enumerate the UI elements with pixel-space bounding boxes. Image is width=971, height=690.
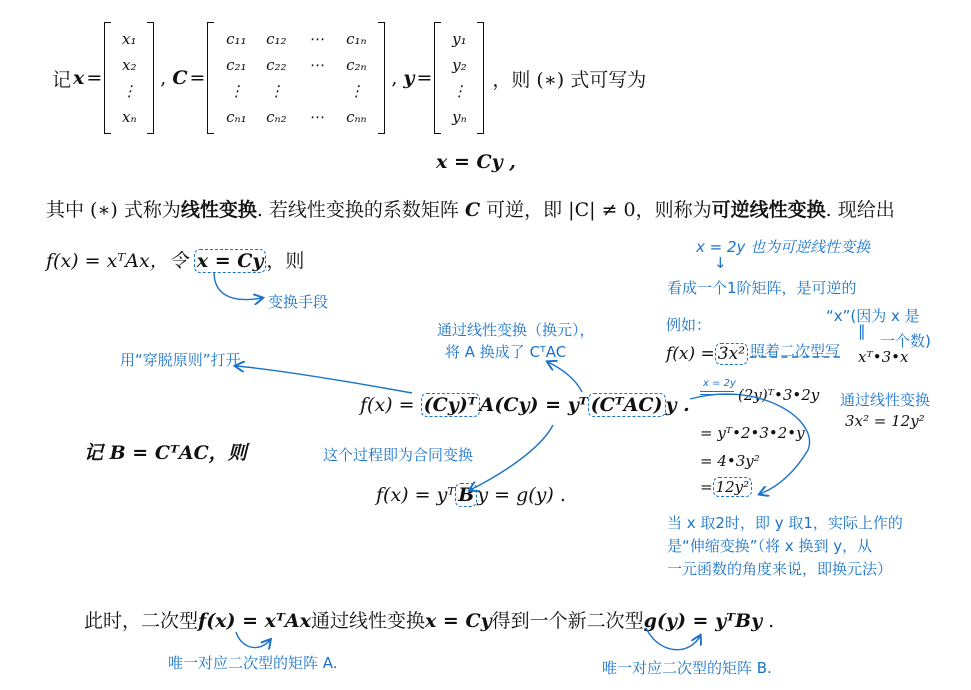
main-equation <box>360 394 690 416</box>
main-mid: A(Cy) = yᵀ <box>479 394 588 416</box>
final-p2: 通过线性变换 <box>310 610 425 632</box>
c-matrix-entry: c₂ₙ <box>346 56 367 74</box>
y-name: y <box>403 67 415 89</box>
paragraph-part1: 其中 (∗) 式称为 <box>46 199 181 221</box>
eq-b-tail: y = g(y) . <box>477 484 566 506</box>
boxed-12y2: 12y² <box>713 477 753 497</box>
boxed-b: B <box>455 483 477 507</box>
note-via-lt: 通过线性变换 <box>840 391 931 409</box>
note-when3: 一元函数的角度来说，即换元法） <box>667 560 893 578</box>
eq-sign: = <box>86 67 103 89</box>
term-linear-transform: 线性变换 <box>180 199 257 221</box>
line-f <box>46 246 304 273</box>
ex-double-line <box>700 391 734 395</box>
eq-b <box>376 484 566 506</box>
x-vector <box>104 22 154 134</box>
y-vector-entry: y₂ <box>452 56 467 74</box>
paragraph-part2: . 若线性变换的系数矩阵 <box>256 199 465 221</box>
note-x-quote: “x”(因为 x 是 <box>826 307 920 325</box>
c-matrix-entry: ⋯ <box>308 56 324 74</box>
eq-sign: = <box>416 67 433 89</box>
note-peel-open: 用“穿脱原则”打开 <box>120 351 241 369</box>
note-change-ac2: 将 A 换成了 CᵀAC <box>445 343 567 361</box>
note-x2y: x = 2y 也为可逆线性变换 <box>696 238 871 256</box>
final-p4: . <box>762 610 775 632</box>
c-matrix-entry: c₂₂ <box>266 56 287 74</box>
note-parallel: ‖ <box>858 322 866 340</box>
ex-result: 3x² = 12y² <box>845 412 925 430</box>
ex-over-eq: x = 2y <box>703 378 736 389</box>
note-unique-b: 唯一对应二次型的矩阵 B. <box>602 659 772 677</box>
final-f: f(x) = xᵀAx <box>198 610 311 632</box>
c-matrix <box>207 22 385 134</box>
x-vector-entry: x₂ <box>122 56 137 74</box>
intro-line <box>52 16 646 140</box>
arrow-unique-a <box>236 632 270 648</box>
boxed-cy-t: (Cy)ᵀ <box>421 393 480 417</box>
x-vector-entry: x₁ <box>122 30 137 48</box>
final-xcy: x = Cy <box>424 610 492 632</box>
eq-b-lhs: f(x) = yᵀ <box>376 484 456 506</box>
note-change-ac: 通过线性变换（换元）， <box>437 321 595 339</box>
c-symbol: C <box>464 199 481 221</box>
comma: , <box>391 67 398 89</box>
note-when2: 是“伸缩变换”（将 x 换到 y，从 <box>667 537 873 555</box>
c-matrix-entry: cₙ₂ <box>266 108 287 126</box>
c-matrix-entry: c₁ₙ <box>346 30 367 48</box>
note-transform-means: 变换手段 <box>268 293 329 311</box>
c-matrix-entry: c₁₁ <box>226 30 247 48</box>
c-matrix-entry: c₁₂ <box>266 30 287 48</box>
arrow-change-ac <box>548 362 582 392</box>
eq-xcy: x = Cy , <box>436 151 516 173</box>
def-b: 记 B = CᵀAC，则 <box>84 442 247 464</box>
c-name: C <box>172 67 188 89</box>
y-vector-entry: yₙ <box>452 108 467 126</box>
final-p3: 得到一个新二次型 <box>491 610 644 632</box>
paragraph-part4: . 现给出 <box>825 199 895 221</box>
ex-fx-lhs: f(x) = <box>666 344 715 364</box>
line-f-tail: ，则 <box>266 250 305 272</box>
arrow-transform-means <box>214 272 262 300</box>
arrow-peel-open <box>236 366 412 393</box>
y-vector <box>434 22 484 134</box>
ex-step1: (2y)ᵀ•3•2y <box>738 386 820 404</box>
final-p1: 此时，二次型 <box>84 610 199 632</box>
ex-step4 <box>700 478 752 496</box>
c-matrix-entry: ⋯ <box>308 108 324 126</box>
note-follow-write: 照着二次型写 <box>750 342 841 360</box>
c-matrix-entry: cₙ₁ <box>226 108 247 126</box>
c-matrix-entry: ⋮ <box>268 82 284 100</box>
main-tail: y . <box>665 394 690 416</box>
f-def: f(x) = xᵀAx，令 <box>46 250 188 272</box>
term-invertible-transform: 可逆线性变换 <box>711 199 826 221</box>
y-vector-entry: ⋮ <box>451 82 467 100</box>
c-matrix-entry: cₙₙ <box>346 108 367 126</box>
eq-sign: = <box>189 67 206 89</box>
note-congruent: 这个过程即为合同变换 <box>323 446 474 464</box>
note-one-num: 一个数) <box>880 332 931 350</box>
x-vector-entry: ⋮ <box>121 82 137 100</box>
note-when1: 当 x 取2时，即 y 取1，实际上作的 <box>667 514 903 532</box>
comma: , <box>160 67 167 89</box>
x-vector-entry: xₙ <box>121 108 137 126</box>
boxed-ctac: (CᵀAC) <box>588 393 666 417</box>
c-matrix-entry: ⋯ <box>308 30 324 48</box>
intro-prefix: 记 <box>52 68 72 91</box>
ex-fx <box>666 344 748 364</box>
x-name: x <box>73 67 85 89</box>
paragraph-part3: 可逆，即 |C| ≠ 0，则称为 <box>480 199 712 221</box>
boxed-xcy: x = Cy <box>194 249 267 273</box>
note-unique-a: 唯一对应二次型的矩阵 A. <box>168 654 338 672</box>
ex-step3: = 4•3y² <box>700 452 760 470</box>
intro-suffix: ，则 (∗) 式可写为 <box>492 68 647 91</box>
c-matrix-entry: c₂₁ <box>226 56 247 74</box>
ex-xt3x: xᵀ•3•x <box>858 348 909 366</box>
c-matrix-entry: ⋮ <box>348 82 364 100</box>
arrow-congruent <box>470 425 553 490</box>
ex-step4-eq: = <box>700 478 713 496</box>
ex-step2: = yᵀ•2•3•2•y <box>700 424 805 442</box>
boxed-3x2: 3x² <box>715 343 748 365</box>
final-g: g(y) = yᵀBy <box>643 610 763 632</box>
y-vector-entry: y₁ <box>452 30 467 48</box>
main-lhs: f(x) = <box>360 394 415 416</box>
paragraph <box>46 195 895 222</box>
c-matrix-entry: ⋮ <box>228 82 244 100</box>
note-down-arrow: ↓ <box>714 254 727 272</box>
note-example: 例如： <box>666 316 712 334</box>
final-line <box>84 606 774 633</box>
note-order1: 看成一个1阶矩阵，是可逆的 <box>667 279 857 297</box>
